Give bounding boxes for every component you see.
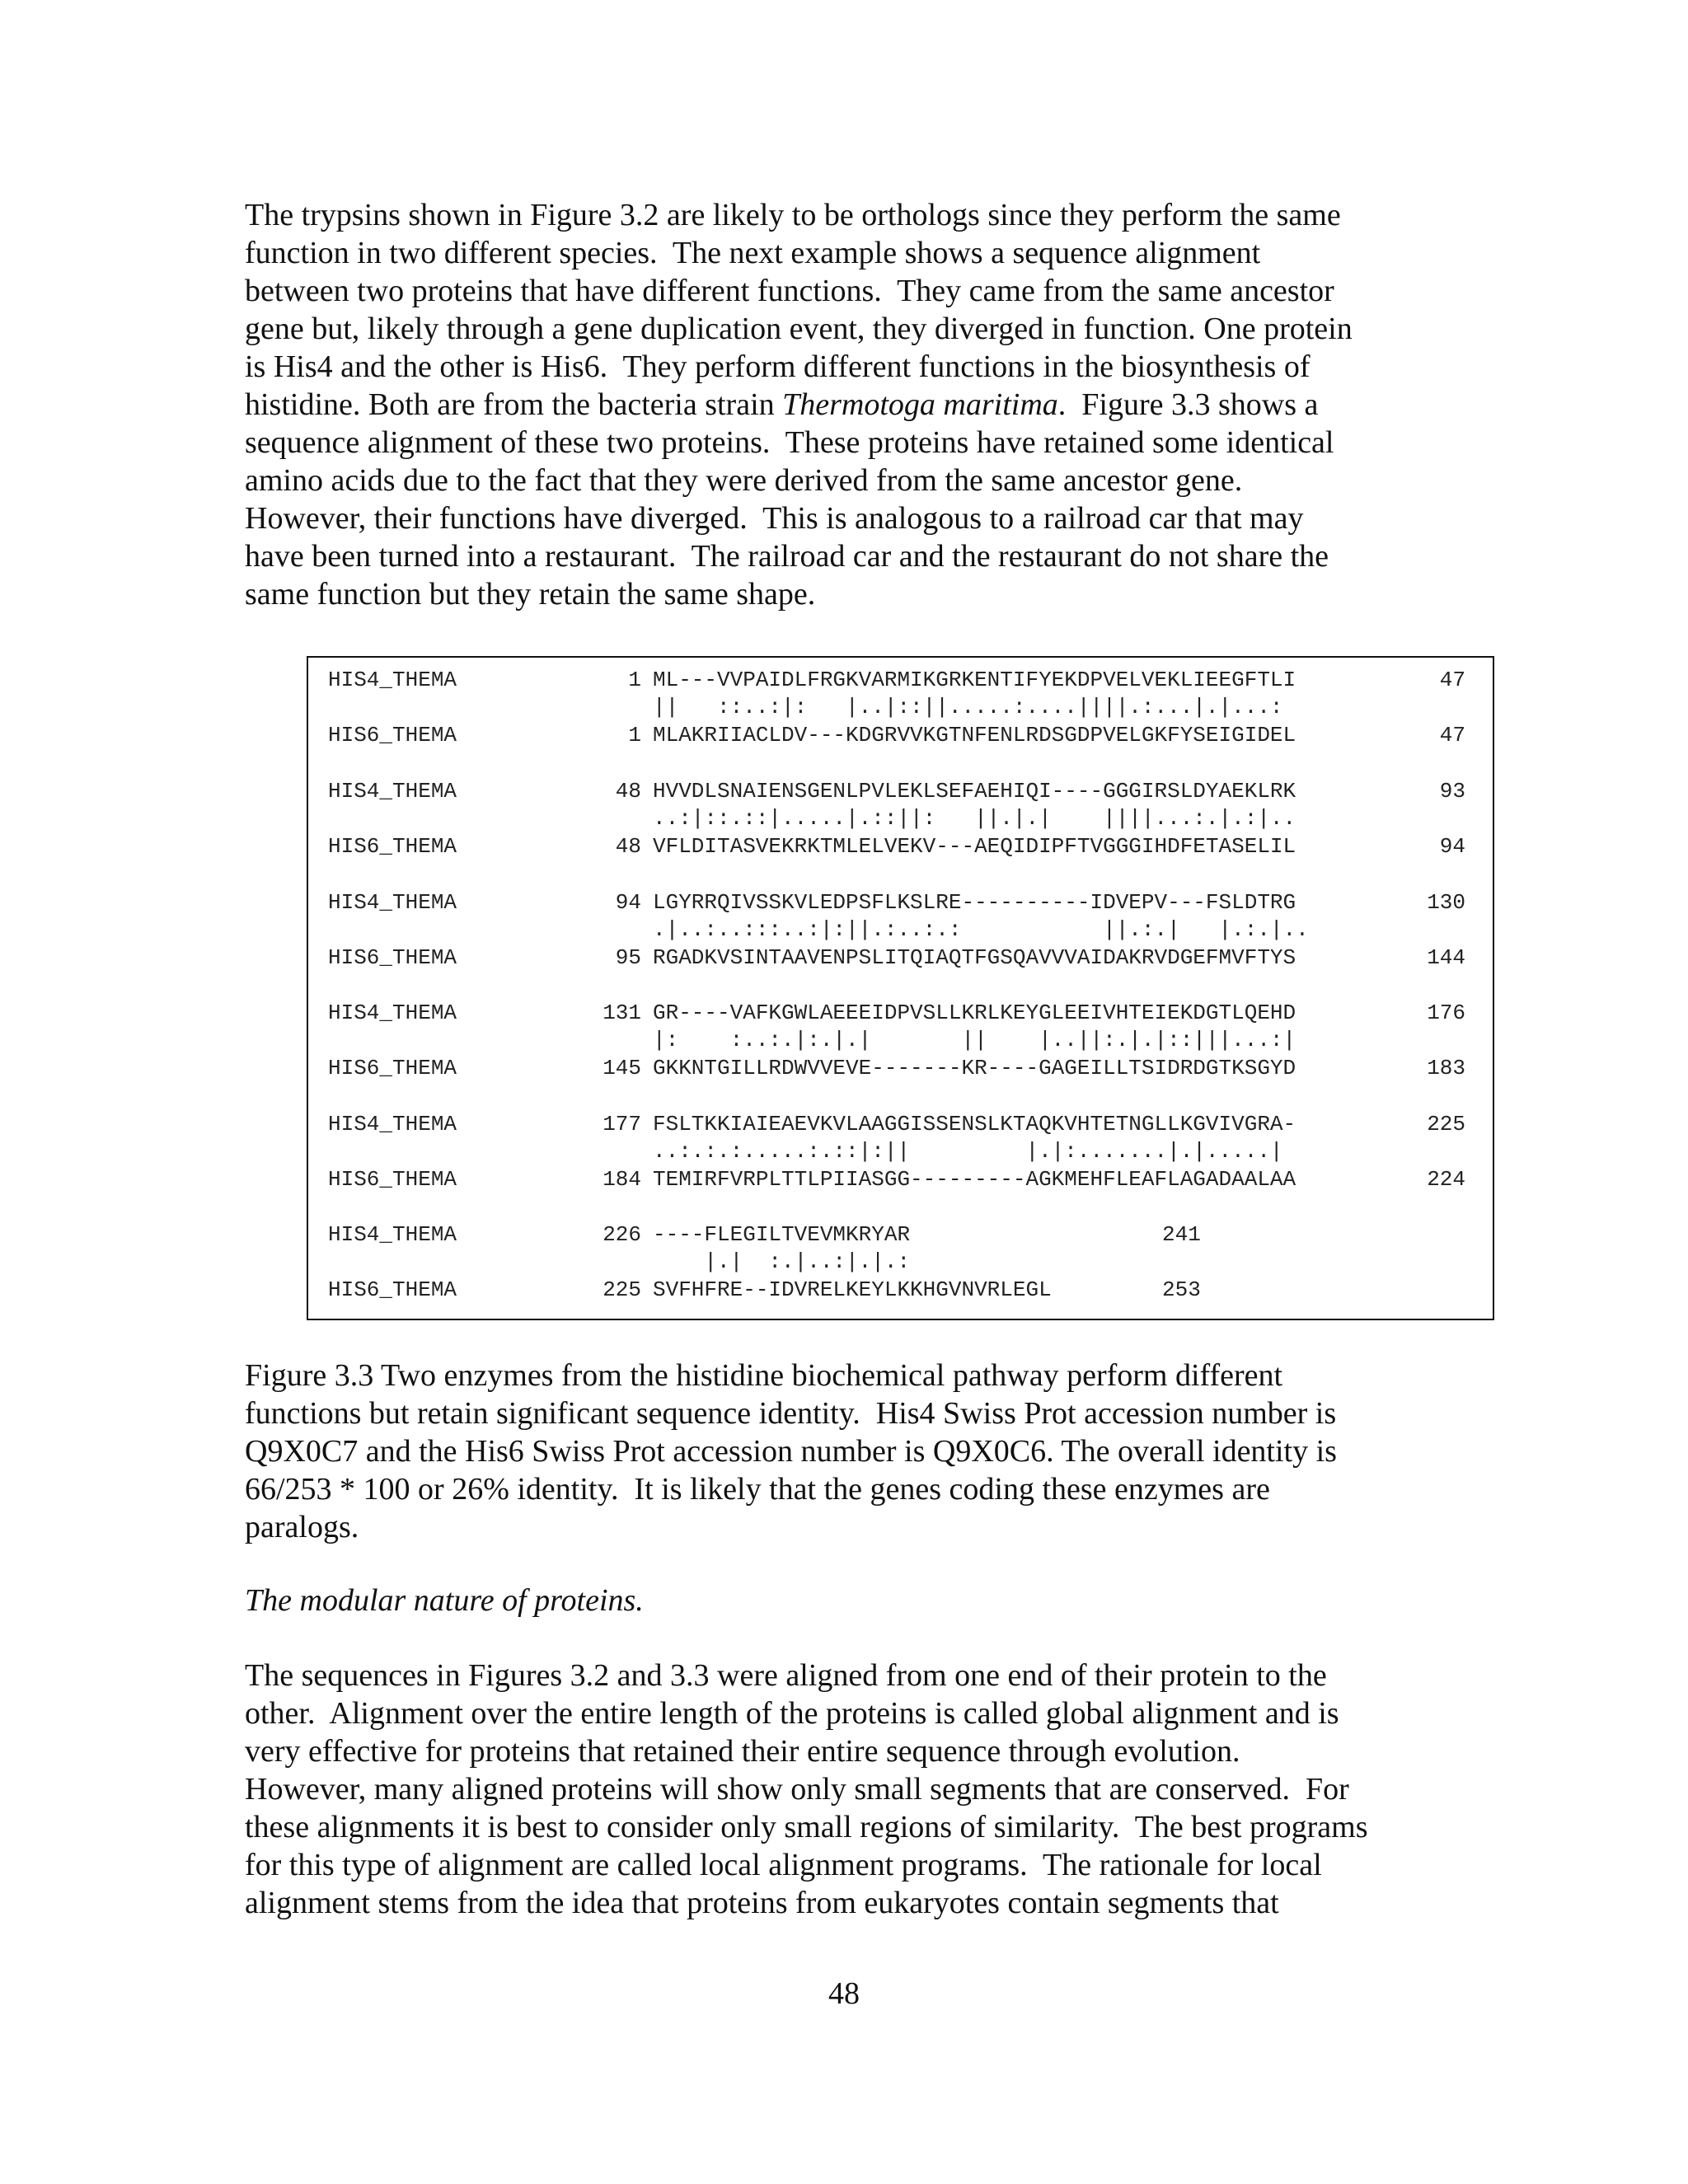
alignment-row-his6 (328, 832, 1493, 860)
species-name: Thermotoga maritima (782, 387, 1058, 422)
sequence-name: HIS6_THEMA (328, 834, 457, 859)
match-symbols: ..:.:.:.....:.::|:|| |.|:.......|.|.....| (653, 1139, 1283, 1164)
sequence-end: 47 (1439, 668, 1465, 692)
text-line: 66/253 * 100 or 26% identity. It is likely that the genes coding these enzymes are (245, 1472, 1270, 1507)
sequence-name: HIS6_THEMA (328, 1277, 457, 1302)
sequence-name: HIS6_THEMA (328, 1056, 457, 1080)
sequence-name: HIS6_THEMA (328, 1167, 457, 1192)
sequence-residues: ----FLEGILTVEVMKRYAR (653, 1222, 911, 1247)
intro-paragraph (245, 196, 1353, 613)
alignment-row-his6 (328, 1054, 1493, 1082)
sequence-end: 224 (1427, 1167, 1465, 1192)
sequence-start: 145 (603, 1056, 641, 1080)
sequence-name: HIS6_THEMA (328, 945, 457, 970)
sequence-name: HIS4_THEMA (328, 779, 457, 804)
alignment-row-his4 (328, 666, 1493, 694)
text-line: However, many aligned proteins will show only small segments that are conserved. For (245, 1772, 1349, 1807)
text-line: paralogs. (245, 1510, 359, 1544)
text-line: these alignments it is best to consider only small regions of similarity. The best programs (245, 1810, 1368, 1844)
alignment-match-line (328, 1137, 1493, 1165)
sequence-start: 226 (603, 1222, 641, 1247)
alignment-row-his6 (328, 944, 1493, 972)
sequence-end: 183 (1427, 1056, 1465, 1080)
alignment-row-his4 (328, 1221, 1493, 1249)
sequence-residues: MLAKRIIACLDV---KDGRVVKGTNFENLRDSGDPVELGKFYSEIGIDEL (653, 723, 1296, 748)
sequence-residues: LGYRRQIVSSKVLEDPSFLKSLRE----------IDVEPV---FSLDTRG (653, 890, 1296, 915)
sequence-residues: GR----VAFKGWLAEEEIDPVSLLKRLKEYGLEEIVHTEIEKDGTLQEHD (653, 1001, 1296, 1025)
text-line: same function but they retain the same shape. (245, 577, 816, 612)
sequence-name: HIS4_THEMA (328, 890, 457, 915)
alignment-row-his4 (328, 888, 1493, 916)
sequence-start: 1 (628, 668, 641, 692)
sequence-end: 225 (1427, 1112, 1465, 1137)
sequence-start: 131 (603, 1001, 641, 1025)
text-fragment: . Figure 3.3 shows a (1057, 387, 1319, 422)
alignment-match-line (328, 1026, 1493, 1054)
sequence-end: 130 (1427, 890, 1465, 915)
sequence-residues: TEMIRFVRPLTTLPIIASGG---------AGKMEHFLEAFLAGADAALAA (653, 1167, 1296, 1192)
sequence-alignment-figure (307, 656, 1494, 1320)
sequence-name: HIS4_THEMA (328, 1001, 457, 1025)
sequence-start: 94 (615, 890, 641, 915)
sequence-end: 144 (1427, 945, 1465, 970)
text-line: is His4 and the other is His6. They perform different functions in the biosynthesis of (245, 349, 1311, 384)
sequence-end: 176 (1427, 1001, 1465, 1025)
text-line: However, their functions have diverged. This is analogous to a railroad car that may (245, 501, 1304, 536)
sequence-residues: ML---VVPAIDLFRGKVARMIKGRKENTIFYEKDPVELVEKLIEEGFTLI (653, 668, 1296, 692)
alignment-block (328, 888, 1493, 971)
sequence-start: 184 (603, 1167, 641, 1192)
alignment-match-line (328, 804, 1493, 832)
sequence-end: 47 (1439, 723, 1465, 748)
text-line: function in two different species. The next example shows a sequence alignment (245, 236, 1261, 270)
alignment-block (328, 1110, 1493, 1193)
sequence-residues: RGADKVSINTAAVENPSLITQIAQTFGSQAVVVAIDAKRVDGEFMVFTYS (653, 945, 1296, 970)
sequence-name: HIS6_THEMA (328, 723, 457, 748)
text-line: functions but retain significant sequence identity. His4 Swiss Prot accession number is (245, 1396, 1337, 1431)
body-paragraph (245, 1657, 1368, 1922)
sequence-start: 48 (615, 779, 641, 804)
alignment-match-line (328, 1248, 1493, 1276)
sequence-start: 225 (603, 1277, 641, 1302)
text-line: Figure 3.3 Two enzymes from the histidine biochemical pathway perform different (245, 1358, 1283, 1393)
alignment-block (328, 1221, 1493, 1303)
text-line: between two proteins that have different functions. They came from the same ancestor (245, 274, 1334, 308)
text-line: Q9X0C7 and the His6 Swiss Prot accession number is Q9X0C6. The overall identity is (245, 1434, 1337, 1469)
match-symbols: .|..:..:::..:|:||.:..:.: ||.:.| |.:.|.. (653, 917, 1309, 942)
match-symbols: || ::..:|: |..|::||.....:....||||.:...|.|...: (653, 695, 1283, 719)
text-line (245, 386, 1353, 424)
sequence-end: 94 (1439, 834, 1465, 859)
sequence-residues: VFLDITASVEKRKTMLELVEKV---AEQIDIPFTVGGGIHDFETASELIL (653, 834, 1296, 859)
text-line: amino acids due to the fact that they were derived from the same ancestor gene. (245, 463, 1243, 498)
text-line: alignment stems from the idea that proteins from eukaryotes contain segments that (245, 1886, 1279, 1920)
alignment-row-his4 (328, 999, 1493, 1027)
text-line: The trypsins shown in Figure 3.2 are likely to be orthologs since they perform the same (245, 198, 1341, 232)
sequence-residues: SVFHFRE--IDVRELKEYLKKHGVNVRLEGL (653, 1277, 1052, 1302)
page-number: 48 (828, 1976, 860, 2011)
alignment-block (328, 666, 1493, 748)
match-symbols: |: :..:.|:.|.| || |..||:.|.|::|||...:| (653, 1028, 1296, 1052)
sequence-name: HIS4_THEMA (328, 1112, 457, 1137)
sequence-residues: GKKNTGILLRDWVVEVE-------KR----GAGEILLTSIDRDGTKSGYD (653, 1056, 1296, 1080)
text-line: The sequences in Figures 3.2 and 3.3 were aligned from one end of their protein to the (245, 1658, 1327, 1693)
section-heading: The modular nature of proteins. (245, 1583, 644, 1618)
alignment-row-his6 (328, 1165, 1493, 1193)
sequence-residues: FSLTKKIAIEAEVKVLAAGGISSENSLKTAQKVHTETNGLLKGVIVGRA- (653, 1112, 1296, 1137)
text-fragment: histidine. Both are from the bacteria strain (245, 387, 783, 422)
figure-caption (245, 1357, 1337, 1546)
text-line: have been turned into a restaurant. The railroad car and the restaurant do not share the (245, 539, 1329, 574)
text-line: other. Alignment over the entire length of the proteins is called global alignment and is (245, 1696, 1339, 1731)
sequence-name: HIS4_THEMA (328, 1222, 457, 1247)
sequence-name: HIS4_THEMA (328, 668, 457, 692)
alignment-match-line (328, 916, 1493, 944)
alignment-block (328, 999, 1493, 1081)
match-symbols: ..:|::.::|.....|.::||: ||.|.| ||||...:.|.:|.. (653, 806, 1296, 831)
sequence-start: 95 (615, 945, 641, 970)
sequence-end: 253 (1162, 1277, 1201, 1302)
sequence-start: 1 (628, 723, 641, 748)
text-line: sequence alignment of these two proteins. These proteins have retained some identical (245, 425, 1334, 460)
alignment-row-his4 (328, 1110, 1493, 1138)
alignment-row-his4 (328, 777, 1493, 805)
text-line: very effective for proteins that retained their entire sequence through evolution. (245, 1734, 1240, 1769)
alignment-match-line (328, 693, 1493, 721)
sequence-end: 241 (1162, 1222, 1201, 1247)
sequence-end: 93 (1439, 779, 1465, 804)
alignment-block (328, 777, 1493, 860)
match-symbols: |.| :.|..:|.|.: (653, 1249, 911, 1274)
sequence-start: 48 (615, 834, 641, 859)
text-line: for this type of alignment are called local alignment programs. The rationale for local (245, 1848, 1322, 1882)
alignment-row-his6 (328, 721, 1493, 749)
sequence-residues: HVVDLSNAIENSGENLPVLEKLSEFAEHIQI----GGGIRSLDYAEKLRK (653, 779, 1296, 804)
alignment-row-his6 (328, 1276, 1493, 1304)
sequence-start: 177 (603, 1112, 641, 1137)
text-line: gene but, likely through a gene duplication event, they diverged in function. One protein (245, 312, 1353, 346)
